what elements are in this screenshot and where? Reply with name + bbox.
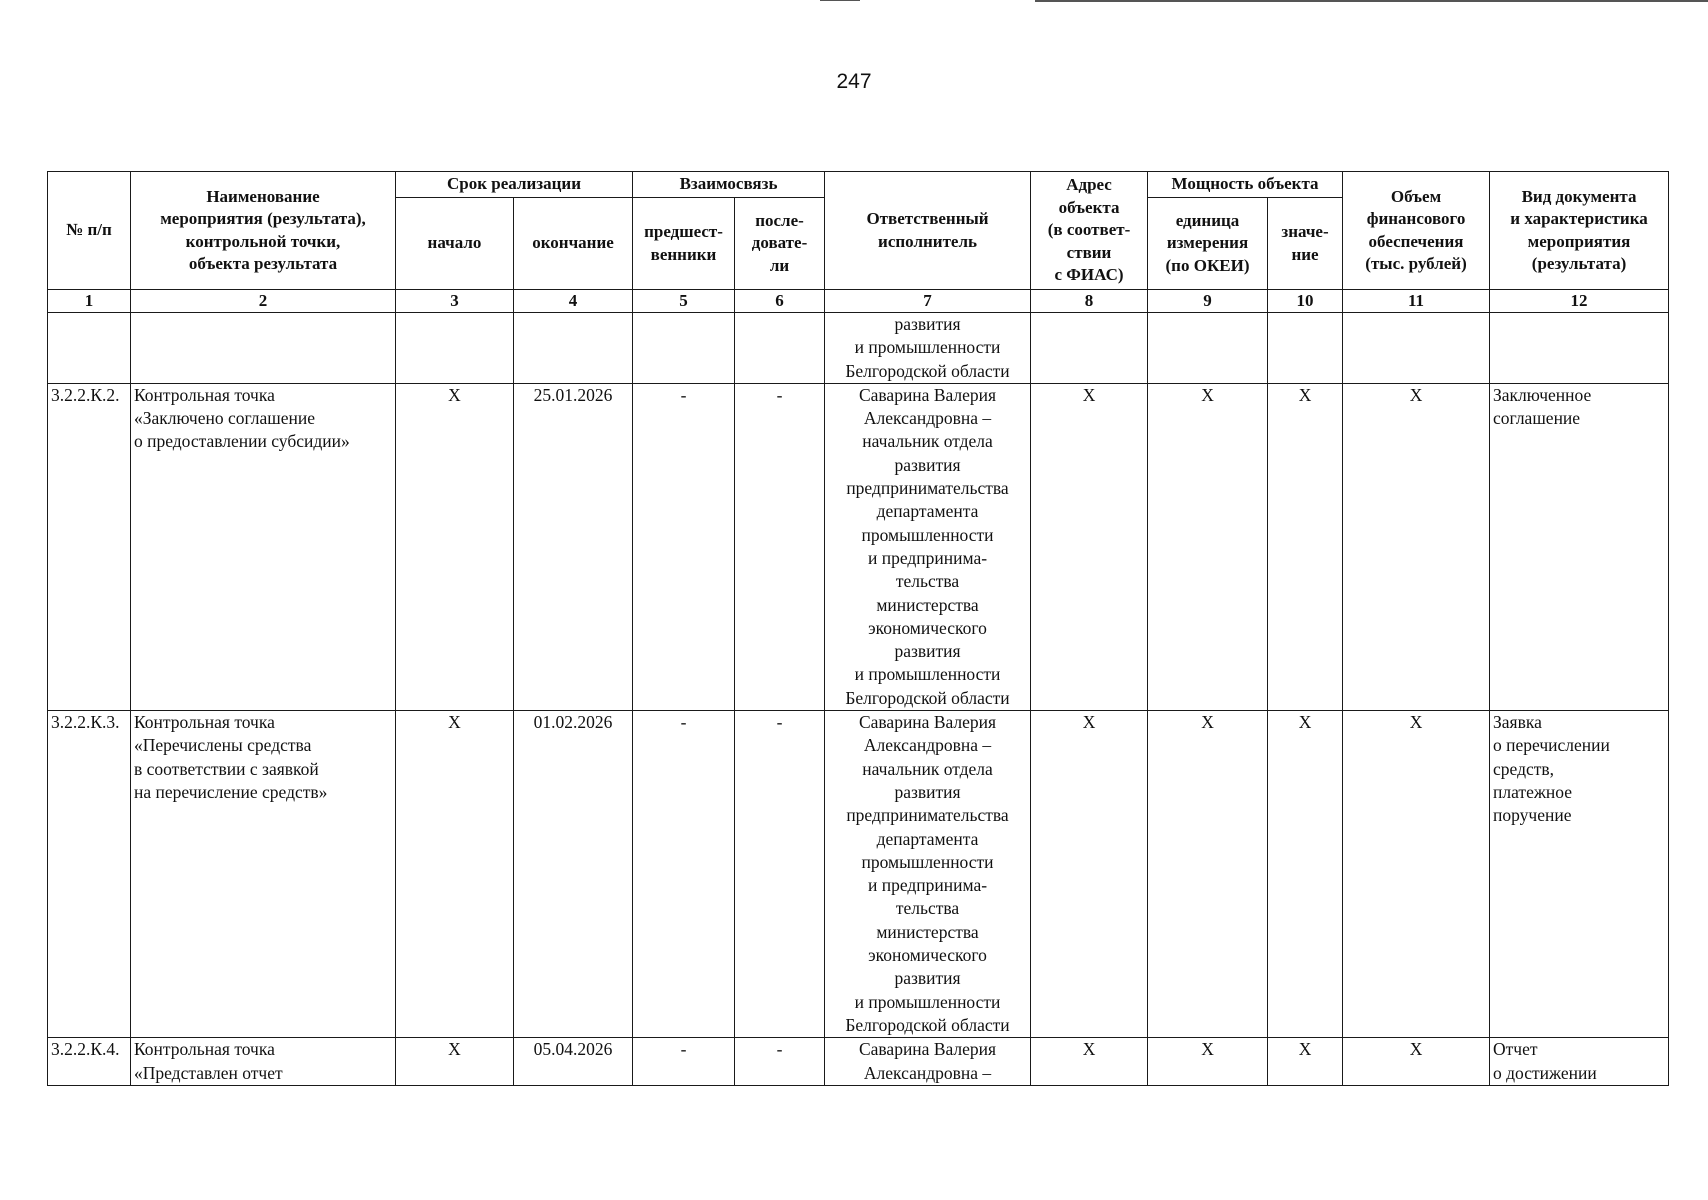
cell-line: экономического [868,617,987,638]
cell-line: предпринимательства [846,478,1009,499]
row-document [1490,711,1669,1038]
column-number: 8 [1031,290,1148,313]
cell-line: Белгородской области [845,1014,1010,1035]
row-value [1268,313,1343,384]
table-row [48,1038,1669,1086]
column-number: 10 [1268,290,1343,313]
row-predecessors: - [633,383,735,710]
cell-line: о перечислении [1493,735,1610,756]
cell-line: Александровна – [863,408,992,429]
cell-line: Александровна – [863,735,992,756]
row-end: 01.02.2026 [514,711,633,1038]
row-unit [1148,313,1268,384]
header-line: (по ОКЕИ) [1165,255,1250,275]
header-col-document [1490,172,1669,290]
row-address: X [1031,383,1148,710]
cell-line: Саварина Валерия [858,712,997,733]
header-line: Вид документа [1521,186,1637,206]
row-start: X [396,1038,514,1086]
cell-line: развития [894,454,961,475]
cell-line: «Представлен отчет [134,1062,283,1083]
row-end: 25.01.2026 [514,383,633,710]
header-line: контрольной точки, [185,231,341,251]
row-predecessors: - [633,1038,735,1086]
column-number: 2 [131,290,396,313]
cell-line: департамента [876,501,979,522]
column-number: 4 [514,290,633,313]
column-number: 7 [825,290,1031,313]
cell-line: «Перечислены средства [134,735,312,756]
row-start [396,313,514,384]
cell-line: соглашение [1493,408,1581,429]
header-line: значе- [1281,222,1329,241]
header-line: ние [1291,244,1319,264]
cell-line: Контрольная точка [134,1039,275,1060]
cell-line: в соответствии с заявкой [134,758,319,779]
cell-line: и промышленности [854,337,1001,358]
header-col-responsible [825,172,1031,290]
row-number [48,313,131,384]
row-name [131,383,396,710]
header-col-unit [1148,198,1268,290]
column-number: 1 [48,290,131,313]
header-line: ли [769,255,790,275]
header-col-number: № п/п [48,172,131,290]
header-line: Ответственный [866,209,989,228]
header-line: (в соответ- [1047,220,1131,240]
header-col-successors [735,198,825,290]
header-line: Объем [1390,186,1442,206]
header-group-term: Срок реализации [396,172,633,198]
cell-line: и предпринима- [867,547,988,568]
header-line: мероприятия (результата), [160,209,366,228]
row-address [1031,313,1148,384]
header-col-value [1268,198,1343,290]
header-line: единица [1175,210,1240,230]
row-successors: - [735,383,825,710]
cell-line: и предпринима- [867,875,988,896]
row-value: X [1268,1038,1343,1086]
row-name [131,1038,396,1086]
row-successors: - [735,1038,825,1086]
row-finance: X [1343,711,1490,1038]
header-line: объекта [1058,197,1120,217]
row-name [131,711,396,1038]
row-number: 3.2.2.К.2. [48,383,131,710]
header-line: ствии [1066,242,1112,262]
header-col-predecessors [633,198,735,290]
header-group-power: Мощность объекта [1148,172,1343,198]
header-line: Наименование [206,186,320,206]
implementation-plan-table [47,171,1669,1086]
cell-line: Саварина Валерия [858,1039,997,1060]
header-col-finance [1343,172,1490,290]
cell-line: Отчет [1493,1039,1538,1060]
cell-line: начальник отдела [862,431,993,452]
header-line: и характеристика [1510,209,1648,228]
cell-line: департамента [876,828,979,849]
row-successors [735,313,825,384]
header-line: объекта результата [188,254,338,273]
column-number: 3 [396,290,514,313]
cell-line: промышленности [861,524,994,545]
cell-line: Белгородской области [845,360,1010,381]
row-address: X [1031,711,1148,1038]
header-line: (тыс. рублей) [1365,254,1467,273]
column-number: 5 [633,290,735,313]
cell-line: и промышленности [854,991,1001,1012]
row-number: 3.2.2.К.3. [48,711,131,1038]
cell-line: начальник отдела [862,758,993,779]
table-body [48,313,1669,1086]
header-line: Адрес [1066,175,1112,195]
header-line: после- [755,210,804,230]
row-end: 05.04.2026 [514,1038,633,1086]
header-line: с ФИАС) [1054,265,1124,285]
row-responsible [825,1038,1031,1086]
cell-line: экономического [868,945,987,966]
row-address: X [1031,1038,1148,1086]
cell-line: министерства [876,594,979,615]
cell-line: тельства [895,571,960,592]
cell-line: платежное [1493,781,1573,802]
row-predecessors: - [633,711,735,1038]
cell-line: Контрольная точка [134,712,275,733]
cell-line: на перечисление средств» [134,781,328,802]
header-line: финансового [1366,209,1466,228]
column-number: 12 [1490,290,1669,313]
cell-line: министерства [876,921,979,942]
cell-line: развития [894,314,961,334]
row-finance: X [1343,383,1490,710]
header-group-link: Взаимосвязь [633,172,825,198]
header-column-numbers [48,290,1669,313]
header-line: измерения [1166,233,1249,253]
cell-line: Заключенное [1493,384,1592,405]
cell-line: предпринимательства [846,805,1009,826]
cell-line: и промышленности [854,664,1001,685]
scan-top-edge-mark [820,0,860,1]
cell-line: Заявка [1493,712,1542,733]
cell-line: «Заключено соглашение [134,408,316,429]
table-row [48,313,1669,384]
header-col-start: начало [396,198,514,290]
row-name [131,313,396,384]
cell-line: о достижении [1493,1062,1597,1083]
header-line: (результата) [1531,254,1627,273]
cell-line: промышленности [861,851,994,872]
row-predecessors [633,313,735,384]
row-start: X [396,383,514,710]
row-end [514,313,633,384]
row-responsible [825,711,1031,1038]
header-line: венники [650,244,717,264]
row-value: X [1268,711,1343,1038]
header-col-address [1031,172,1148,290]
cell-line: средств, [1493,758,1555,779]
row-finance [1343,313,1490,384]
page-number: 247 [836,70,872,93]
header-line: обеспечения [1368,231,1464,251]
cell-line: Белгородской области [845,687,1010,708]
column-number: 9 [1148,290,1268,313]
row-responsible [825,313,1031,384]
row-value: X [1268,383,1343,710]
header-col-name [131,172,396,290]
cell-line: развития [894,781,961,802]
row-responsible [825,383,1031,710]
header-line: исполнитель [878,231,977,251]
column-number: 6 [735,290,825,313]
header-line: довате- [751,233,808,253]
cell-line: Саварина Валерия [858,384,997,405]
cell-line: поручение [1493,805,1572,826]
cell-line: Александровна – [863,1062,992,1083]
table-row [48,383,1669,710]
cell-line: о предоставлении субсидии» [134,431,350,452]
row-unit: X [1148,711,1268,1038]
row-unit: X [1148,1038,1268,1086]
cell-line: Контрольная точка [134,384,275,405]
row-document [1490,1038,1669,1086]
cell-line: развития [894,641,961,662]
scan-top-edge-line [1035,0,1708,2]
row-number: 3.2.2.К.4. [48,1038,131,1086]
header-row-top [48,172,1669,198]
header-line: предшест- [644,222,723,241]
header-line: мероприятия [1527,231,1631,251]
cell-line: тельства [895,898,960,919]
row-finance: X [1343,1038,1490,1086]
row-unit: X [1148,383,1268,710]
row-document [1490,383,1669,710]
row-document [1490,313,1669,384]
table-row [48,711,1669,1038]
column-number: 11 [1343,290,1490,313]
cell-line: развития [894,968,961,989]
row-successors: - [735,711,825,1038]
header-col-end: окончание [514,198,633,290]
row-start: X [396,711,514,1038]
